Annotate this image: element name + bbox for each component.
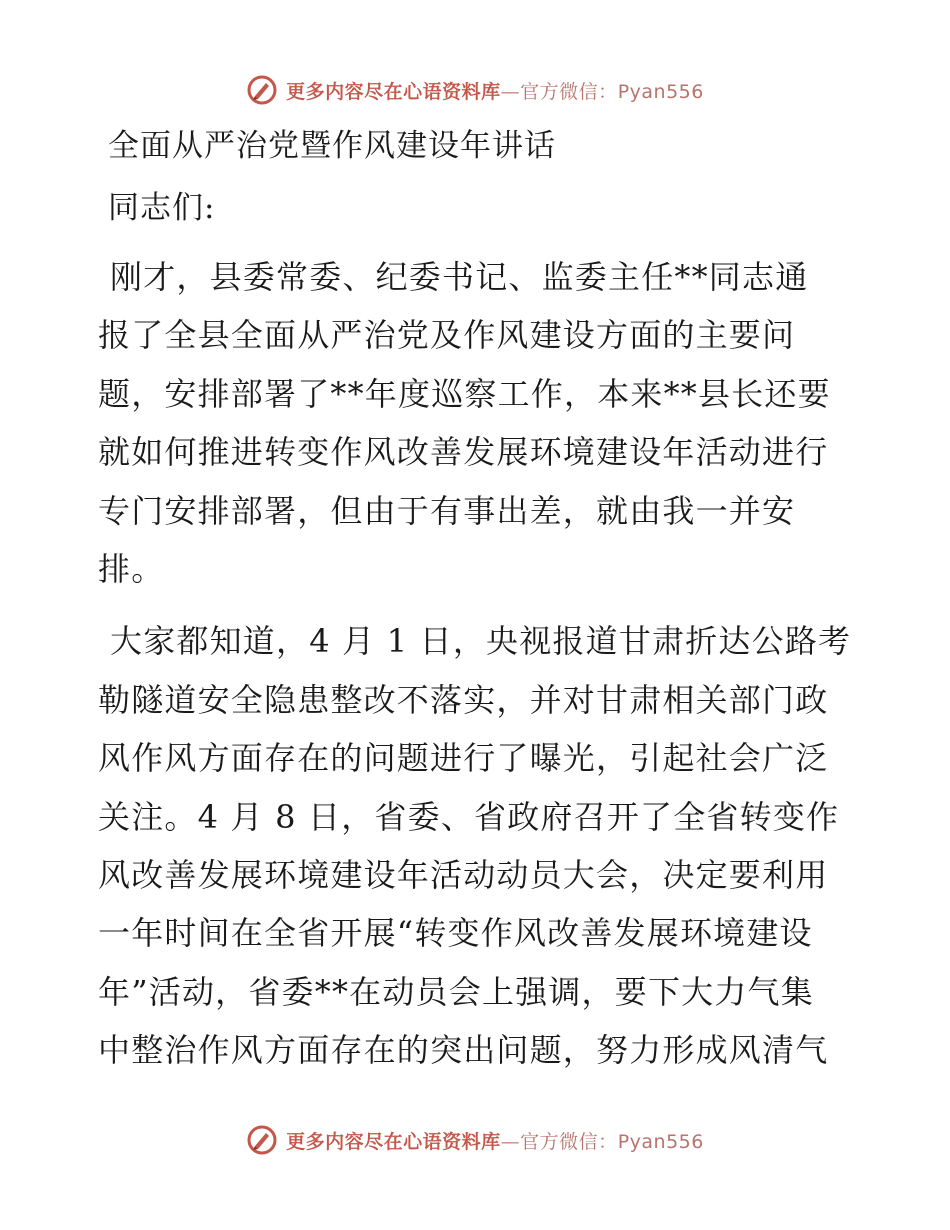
watermark-text xyxy=(286,1127,704,1154)
text-line: 勒隧道安全隐患整改不落实，并对甘肃相关部门政 xyxy=(98,680,829,719)
watermark-wechat-id: Pyan556 xyxy=(617,80,704,103)
text-line: 一年时间在全省开展“转变作风改善发展环境建设 xyxy=(98,914,813,953)
text-line: 年”活动，省委**在动员会上强调，要下大力气集 xyxy=(98,972,814,1011)
watermark-separator: — xyxy=(500,80,521,103)
quill-logo-icon xyxy=(246,1124,278,1156)
watermark-footer xyxy=(0,1120,950,1160)
text-line: 刚才，县委常委、纪委书记、监委主任**同志通 xyxy=(110,258,809,296)
text-line: 大家都知道，4 月 1 日，央视报道甘肃折达公路考 xyxy=(110,622,852,661)
text-line: 关注。4 月 8 日，省委、省政府召开了全省转变作 xyxy=(98,797,840,836)
watermark-header xyxy=(0,70,950,110)
text-line: 报了全县全面从严治党及作风建设方面的主要问 xyxy=(98,316,796,355)
text-line: 就如何推进转变作风改善发展环境建设年活动进行 xyxy=(98,433,829,472)
document-body xyxy=(98,118,858,1093)
text-line: 风改善发展环境建设年活动动员大会，决定要利用 xyxy=(98,855,829,894)
text-line: 题，安排部署了**年度巡察工作，本来**县长还要 xyxy=(98,374,831,413)
watermark-separator: — xyxy=(500,1130,521,1153)
text-line: 中整治作风方面存在的突出问题，努力形成风清气 xyxy=(98,1031,829,1070)
watermark-wechat-label: 官方微信： xyxy=(520,80,618,103)
paragraph-2 xyxy=(98,612,858,1079)
text-line: 专门安排部署，但由于有事出差，就由我一并安 xyxy=(98,491,796,530)
watermark-wechat-label: 官方微信： xyxy=(520,1130,618,1153)
text-line: 风作风方面存在的问题进行了曝光，引起社会广泛 xyxy=(98,739,829,778)
document-title: 全面从严治党暨作风建设年讲话 xyxy=(108,128,556,164)
watermark-brand: 更多内容尽在心语资料库 xyxy=(286,1130,501,1153)
watermark-wechat-id: Pyan556 xyxy=(617,1130,704,1153)
watermark-brand: 更多内容尽在心语资料库 xyxy=(286,80,501,103)
text-line: 排。 xyxy=(98,549,165,588)
watermark-text xyxy=(286,77,704,104)
quill-logo-icon xyxy=(246,74,278,106)
salutation: 同志们: xyxy=(108,190,216,226)
paragraph-1 xyxy=(98,248,858,598)
